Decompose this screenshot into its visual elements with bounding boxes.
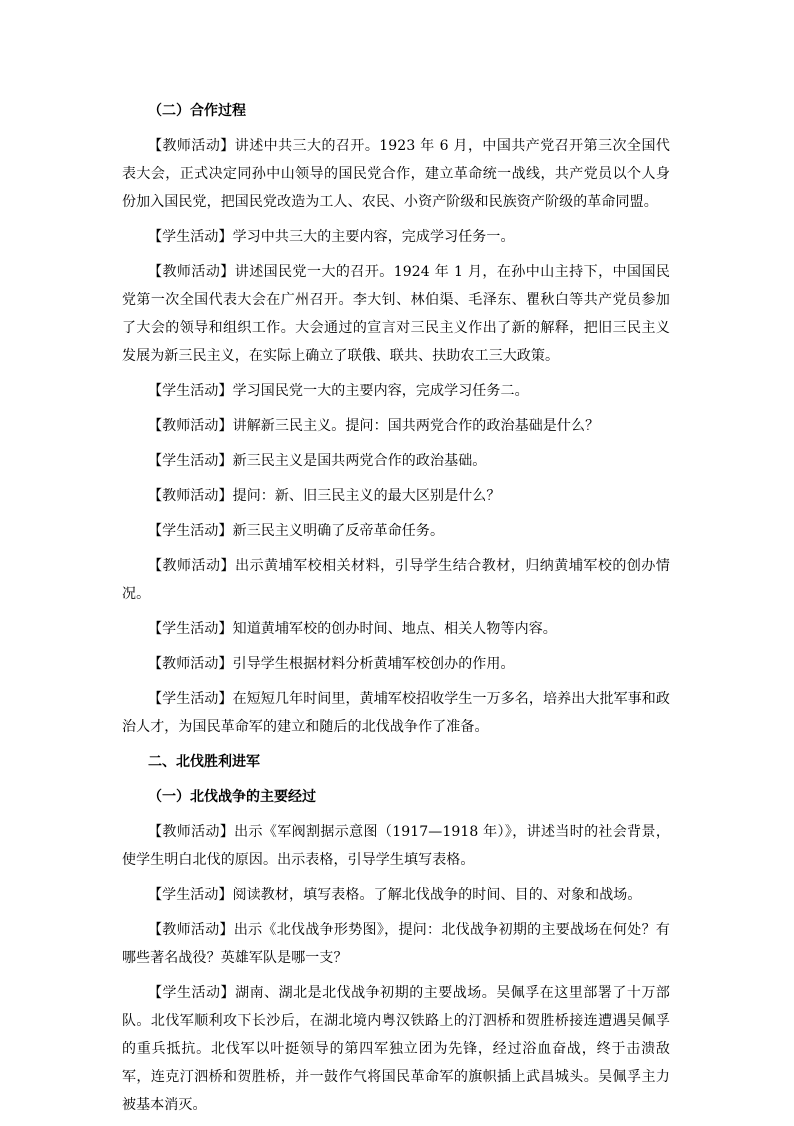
paragraph-teacher-whampoa-materials: 【教师活动】出示黄埔军校相关材料，引导学生结合教材，归纳黄埔军校的创办情况。 bbox=[122, 558, 670, 602]
paragraph-teacher-expedition-map: 【教师活动】出示《北伐战争形势图》，提问：北伐战争初期的主要战场在何处？有哪些著名战役？英雄军队是哪一支？ bbox=[122, 922, 670, 966]
paragraph-student-task-one: 【学生活动】学习中共三大的主要内容，完成学习任务一。 bbox=[148, 229, 515, 245]
paragraph-teacher-whampoa-role: 【教师活动】引导学生根据材料分析黄埔军校创办的作用。 bbox=[148, 656, 515, 672]
paragraph-teacher-cpc-third-congress: 【教师活动】讲述中共三大的召开。1923 年 6 月，中国共产党召开第三次全国代表大会，正式决定同孙中山领导的国民党合作，建立革命统一战线，共产党员以个人身份加入国民党，把国民党改造为工人、农民、小资产阶级和民族资产阶级的革命同盟。 bbox=[122, 138, 670, 210]
paragraph-teacher-question-difference: 【教师活动】提问：新、旧三民主义的最大区别是什么？ bbox=[148, 488, 501, 504]
paragraph-student-fill-table: 【学生活动】阅读教材，填写表格。了解北伐战争的时间、目的、对象和战场。 bbox=[148, 887, 642, 903]
paragraph-student-battles: 【学生活动】湖南、湖北是北伐战争初期的主要战场。吴佩孚在这里部署了十万部队。北伐军顺利攻下长沙后，在湖北境内粤汉铁路上的汀泗桥和贺胜桥接连遭遇吴佩孚的重兵抵抗。北伐军以叶挺领导的第四军独立团为先锋，经过浴血奋战，终于击溃敌军，连克汀泗桥和贺胜桥，并一鼓作气将国民革命军的旗帜插上武昌城头。吴佩孚主力被基本消灭。 bbox=[122, 985, 670, 1113]
paragraph-teacher-new-three-principles: 【教师活动】讲解新三民主义。提问：国共两党合作的政治基础是什么？ bbox=[148, 418, 600, 434]
section-heading-cooperation-process: （二）合作过程 bbox=[148, 103, 246, 119]
paragraph-student-political-basis: 【学生活动】新三民主义是国共两党合作的政治基础。 bbox=[148, 453, 487, 469]
paragraph-teacher-kmt-first-congress: 【教师活动】讲述国民党一大的召开。1924 年 1 月，在孙中山主持下，中国国民党第一次全国代表大会在广州召开。李大钊、林伯渠、毛泽东、瞿秋白等共产党员参加了大会的领导和组织工作。大会通过的宣言对三民主义作出了新的解释，把旧三民主义发展为新三民主义，在实际上确立了联俄、联共、扶助农工三大政策。 bbox=[122, 264, 670, 364]
paragraph-teacher-warlord-map: 【教师活动】出示《军阀割据示意图（1917—1918 年）》，讲述当时的社会背景，使学生明白北伐的原因。出示表格，引导学生填写表格。 bbox=[122, 824, 670, 868]
paragraph-student-whampoa-talent: 【学生活动】在短短几年时间里，黄埔军校招收学生一万多名，培养出大批军事和政治人才，为国民革命军的建立和随后的北伐战争作了准备。 bbox=[122, 691, 670, 735]
paragraph-student-whampoa-facts: 【学生活动】知道黄埔军校的创办时间、地点、相关人物等内容。 bbox=[148, 621, 557, 637]
paragraph-student-task-two: 【学生活动】学习国民党一大的主要内容，完成学习任务二。 bbox=[148, 383, 529, 399]
subsection-heading-main-course: （一）北伐战争的主要经过 bbox=[148, 789, 316, 805]
paragraph-student-anti-imperialist: 【学生活动】新三民主义明确了反帝革命任务。 bbox=[148, 523, 445, 539]
document-body bbox=[122, 97, 670, 1126]
section-heading-northern-expedition: 二、北伐胜利进军 bbox=[148, 754, 260, 770]
